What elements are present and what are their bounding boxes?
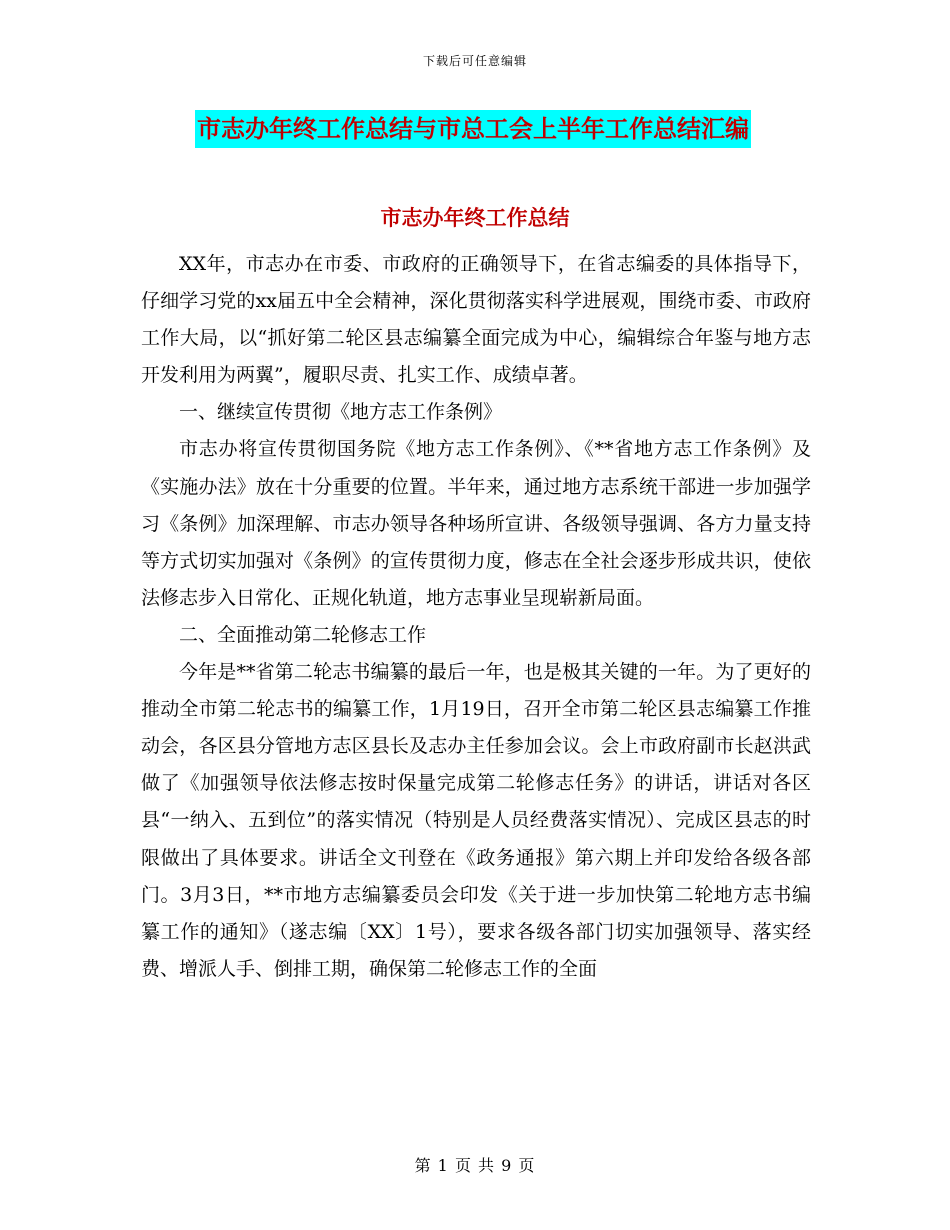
document-body bbox=[141, 246, 811, 988]
header-note: 下载后可任意编辑 bbox=[422, 54, 527, 68]
total-pages-number: 9 bbox=[501, 1156, 513, 1175]
footer-middle: 页 共 bbox=[454, 1156, 496, 1175]
paragraph-section-1: 市志办将宣传贯彻国务院《地方志工作条例》、《**省地方志工作条例》及《实施办法》放在十分重要的位置。半年来，通过地方志系统干部进一步加强学习《条例》加深理解、市志办领导各种场所宣讲、各级领导强调、各方力量支持等方式切实加强对《条例》的宣传贯彻力度，修志在全社会逐步形成共识，使依法修志步入日常化、正规化轨道，地方志事业呈现崭新局面。 bbox=[141, 438, 811, 609]
section-title: 市志办年终工作总结 bbox=[380, 205, 570, 230]
heading-section-2: 二、全面推动第二轮修志工作 bbox=[179, 623, 427, 646]
footer-suffix: 页 bbox=[518, 1156, 536, 1175]
heading-section-1: 一、继续宣传贯彻《地方志工作条例》 bbox=[179, 401, 503, 424]
current-page-number: 1 bbox=[437, 1156, 449, 1175]
document-main-title: 市志办年终工作总结与市总工会上半年工作总结汇编 bbox=[195, 110, 751, 148]
footer-prefix: 第 bbox=[414, 1156, 432, 1175]
paragraph-intro: XX年，市志办在市委、市政府的正确领导下，在省志编委的具体指导下，仔细学习党的xx届五中全会精神，深化贯彻落实科学进展观，围绕市委、市政府工作大局，以“抓好第二轮区县志编纂全面完成为中心，编辑综合年鉴与地方志开发利用为两翼”，履职尽责、扎实工作、成绩卓著。 bbox=[141, 253, 811, 387]
paragraph-section-2: 今年是**省第二轮志书编纂的最后一年，也是极其关键的一年。为了更好的推动全市第二轮志书的编纂工作，1月19日，召开全市第二轮区县志编纂工作推动会，各区县分管地方志区县长及志办主任参加会议。会上市政府副市长赵洪武做了《加强领导依法修志按时保量完成第二轮修志任务》的讲话，讲话对各区县“一纳入、五到位”的落实情况（特别是人员经费落实情况）、完成区县志的时限做出了具体要求。讲话全文刊登在《政务通报》第六期上并印发给各级各部门。3月3日，**市地方志编纂委员会印发《关于进一步加快第二轮地方志书编纂工作的通知》（遂志编〔XX〕1号），要求各级各部门切实加强领导、落实经费、增派人手、倒排工期，确保第二轮修志工作的全面 bbox=[141, 661, 811, 980]
page-footer bbox=[0, 1153, 950, 1176]
